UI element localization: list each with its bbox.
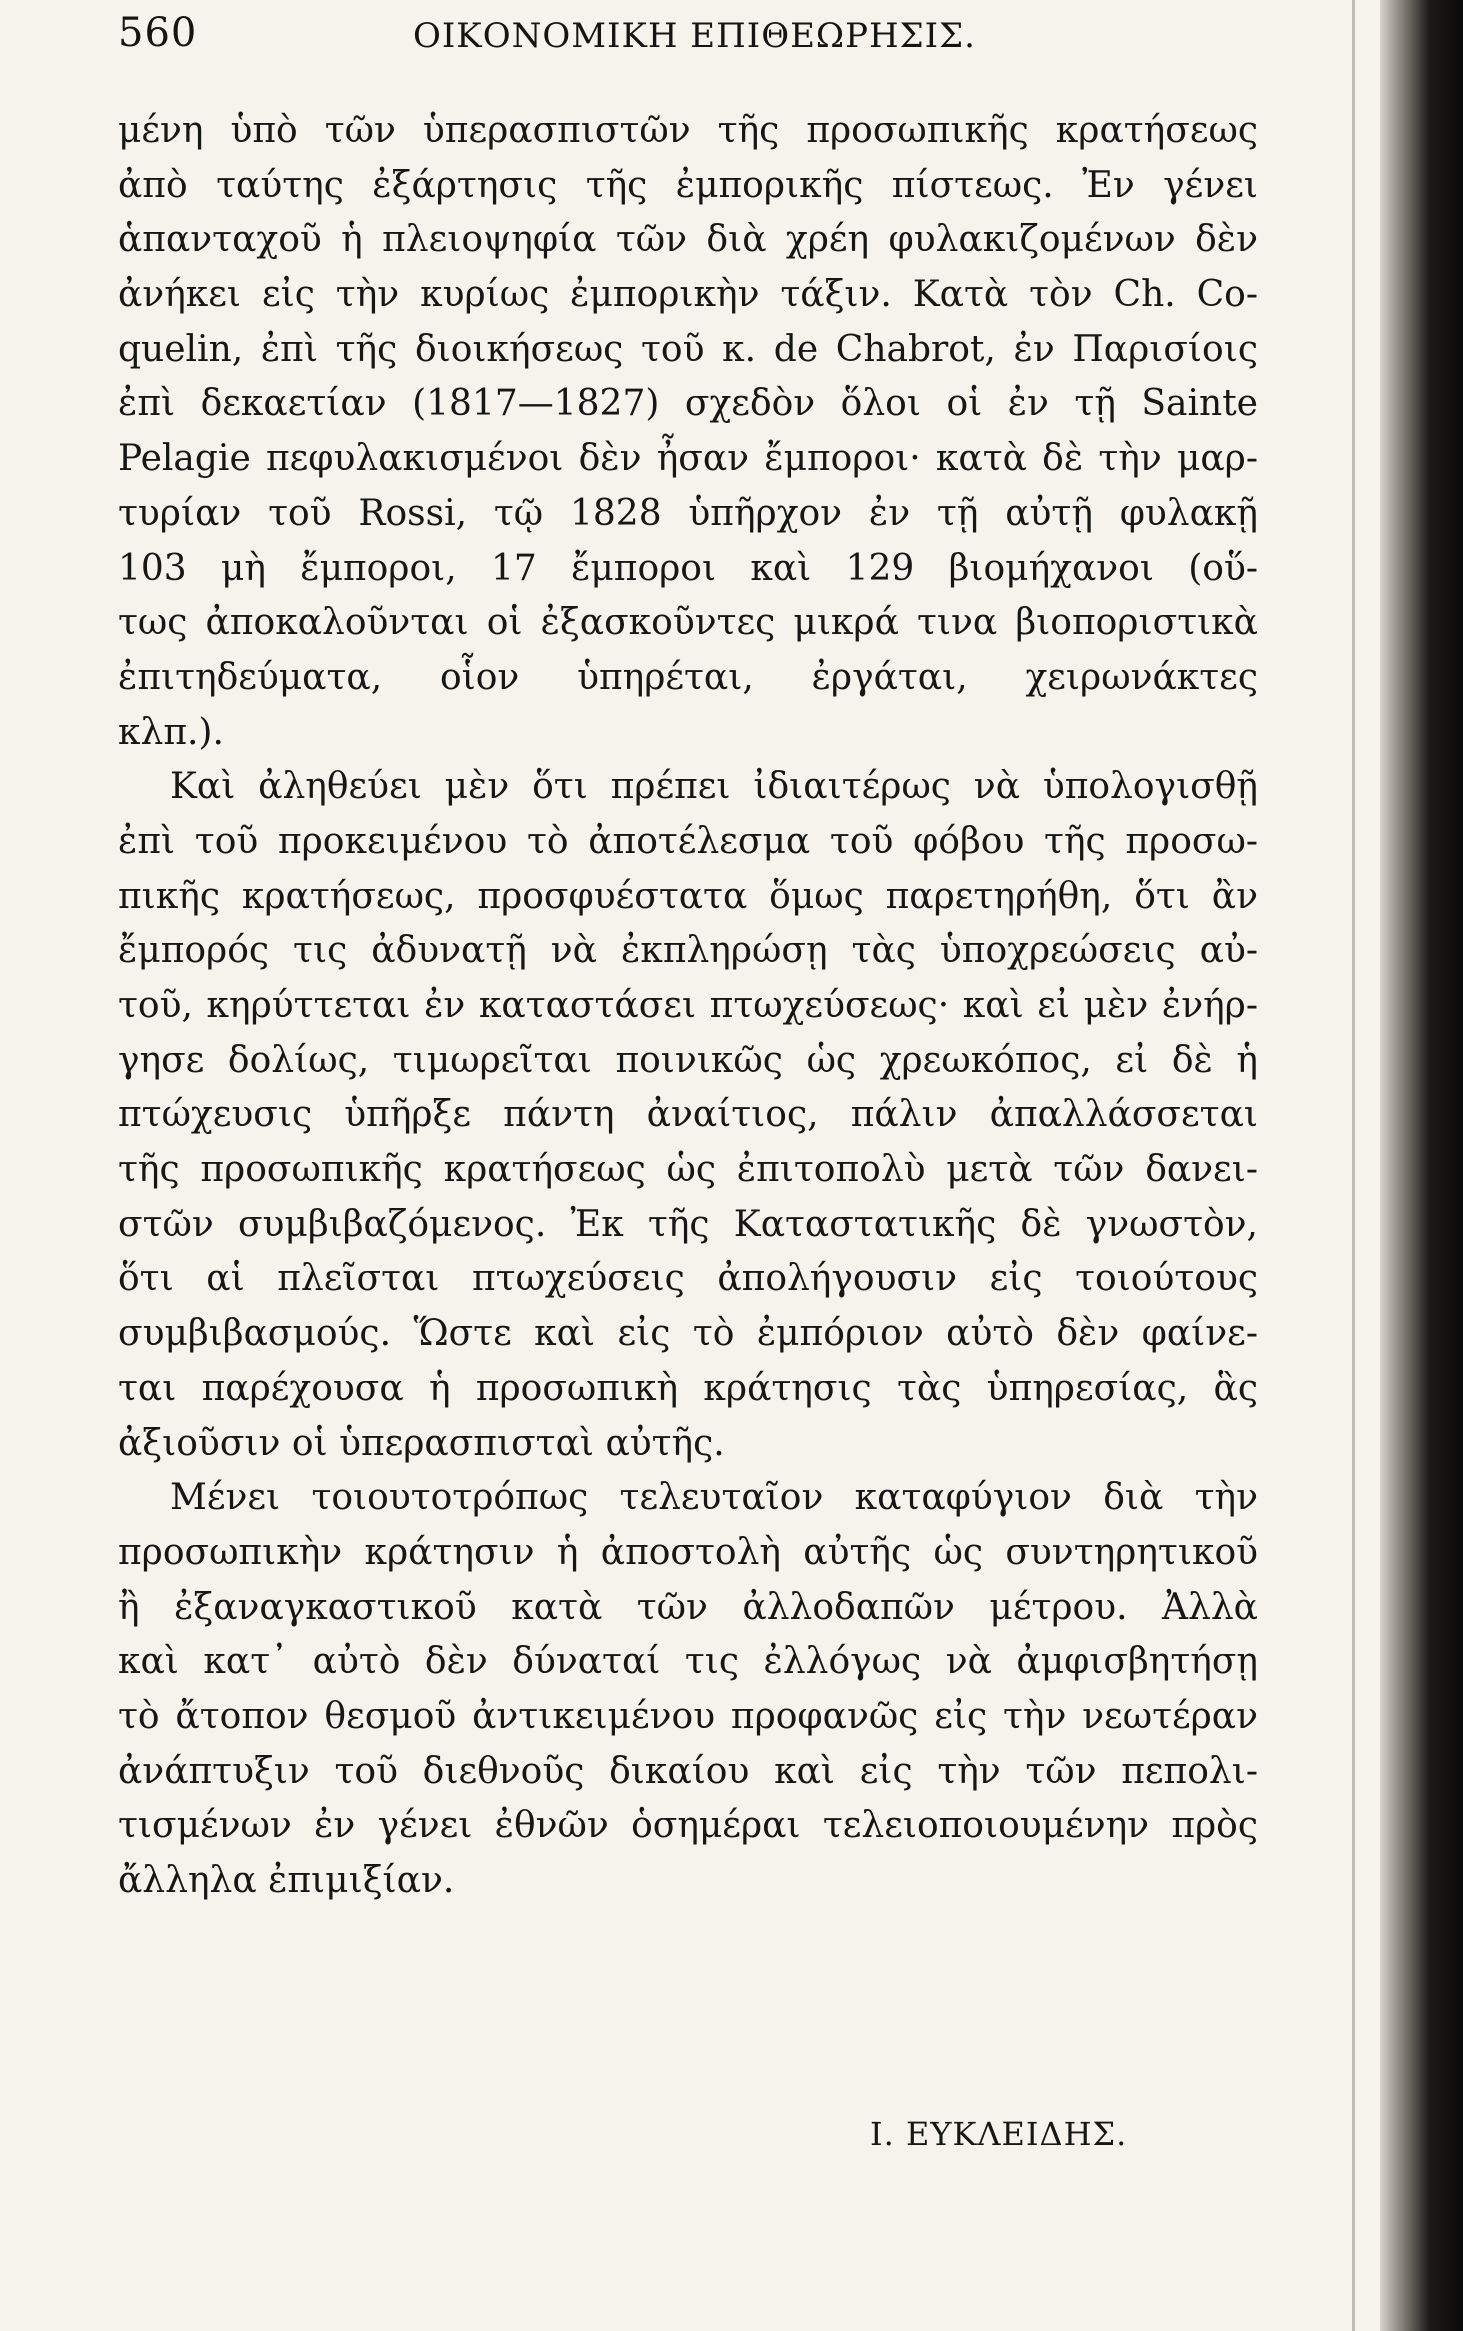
text-line: τως ἀποκαλοῦνται οἱ ἐξασκοῦντες μικρά τινα βιοποριστικὰ xyxy=(118,602,1258,644)
text-line: ὅτι αἱ πλεῖσται πτωχεύσεις ἀπολήγουσιν εἰς τοιούτους xyxy=(118,1258,1258,1300)
text-line: καὶ κατ᾽ αὐτὸ δὲν δύναταί τις ἐλλόγως νὰ ἀμφισβητήσῃ xyxy=(118,1641,1258,1683)
text-line: προσωπικὴν κράτησιν ἡ ἀποστολὴ αὐτῆς ὡς συντηρητικοῦ xyxy=(118,1531,1258,1573)
text-line: τοῦ, κηρύττεται ἐν καταστάσει πτωχεύσεως· καὶ εἰ μὲν ἐνήρ- xyxy=(118,985,1258,1026)
text-line: ἀνήκει εἰς τὴν κυρίως ἐμπορικὴν τάξιν. Κατὰ τὸν Ch. Co- xyxy=(118,274,1258,316)
text-line: συμβιβασμούς. Ὥστε καὶ εἰς τὸ ἐμπόριον αὐτὸ δὲν φαίνε- xyxy=(118,1313,1258,1355)
text-line: Καὶ ἀληθεύει μὲν ὅτι πρέπει ἰδιαιτέρως νὰ ὑπολογισθῇ xyxy=(170,766,1258,808)
text-line: κλπ.). xyxy=(118,711,224,753)
text-line: Μένει τοιουτοτρόπως τελευταῖον καταφύγιον διὰ τὴν xyxy=(170,1477,1258,1519)
text-line: τῆς προσωπικῆς κρατήσεως ὡς ἐπιτοπολὺ μετὰ τῶν δανει- xyxy=(118,1149,1258,1191)
text-line: ἐπὶ τοῦ προκειμένου τὸ ἀποτέλεσμα τοῦ φόβου τῆς προσω- xyxy=(118,820,1258,862)
page-header xyxy=(118,10,1258,70)
text-line: τὸ ἄτοπον θεσμοῦ ἀντικειμένου προφανῶς εἰς τὴν νεωτέραν xyxy=(118,1695,1258,1737)
text-line: Pelagie πεφυλακισμένοι δὲν ἦσαν ἔμποροι· κατὰ δὲ τὴν μαρ- xyxy=(118,438,1258,480)
text-line: πικῆς κρατήσεως, προσφυέστατα ὅμως παρετηρήθη, ὅτι ἂν xyxy=(118,875,1258,917)
text-line: quelin, ἐπὶ τῆς διοικήσεως τοῦ κ. de Chabrot, ἐν Παρισίοις xyxy=(118,328,1258,370)
author-signature: Ι. ΕΥΚΛΕΙΔΗΣ. xyxy=(870,2115,1128,2153)
gutter-shadow xyxy=(1352,0,1355,2331)
running-head: ΟΙΚΟΝΟΜΙΚΗ ΕΠΙΘΕΩΡΗΣΙΣ. xyxy=(413,16,976,56)
page-number: 560 xyxy=(118,10,198,56)
text-line: μένη ὑπὸ τῶν ὑπερασπιστῶν τῆς προσωπικῆς κρατήσεως xyxy=(118,110,1258,151)
text-line: στῶν συμβιβαζόμενος. Ἐκ τῆς Καταστατικῆς δὲ γνωστὸν, xyxy=(118,1203,1258,1245)
text-line: 103 μὴ ἔμποροι, 17 ἔμποροι καὶ 129 βιομήχανοι (οὕ- xyxy=(118,547,1258,589)
text-line: ἀπὸ ταύτης ἐξάρτησις τῆς ἐμπορικῆς πίστεως. Ἐν γένει xyxy=(118,164,1258,206)
text-line: τυρίαν τοῦ Rossi, τῷ 1828 ὑπῆρχον ἐν τῇ αὐτῇ φυλακῇ xyxy=(118,492,1258,534)
text-line: ἁπανταχοῦ ἡ πλειοψηφία τῶν διὰ χρέη φυλακιζομένων δὲν xyxy=(118,219,1258,261)
text-line: ται παρέχουσα ἡ προσωπικὴ κράτησις τὰς ὑπηρεσίας, ἃς xyxy=(118,1367,1258,1409)
text-line: ἀξιοῦσιν οἱ ὑπερασπισταὶ αὐτῆς. xyxy=(118,1422,725,1464)
text-line: ἄλληλα ἐπιμιξίαν. xyxy=(118,1860,455,1901)
text-line: πτώχευσις ὑπῆρξε πάντη ἀναίτιος, πάλιν ἀπαλλάσσεται xyxy=(118,1094,1258,1136)
article-text xyxy=(118,104,1258,1909)
text-line: ἀνάπτυξιν τοῦ διεθνοῦς δικαίου καὶ εἰς τὴν τῶν πεπολι- xyxy=(118,1750,1258,1792)
book-binding xyxy=(1380,0,1463,2331)
text-line: ἢ ἐξαναγκαστικοῦ κατὰ τῶν ἀλλοδαπῶν μέτρου. Ἀλλὰ xyxy=(118,1586,1258,1628)
text-line: τισμένων ἐν γένει ἐθνῶν ὁσημέραι τελειοποιουμένην πρὸς xyxy=(118,1805,1258,1847)
text-line: γησε δολίως, τιμωρεῖται ποινικῶς ὡς χρεωκόπος, εἰ δὲ ἡ xyxy=(118,1039,1258,1081)
text-line: ἐπὶ δεκαετίαν (1817—1827) σχεδὸν ὅλοι οἱ ἐν τῇ Sainte xyxy=(118,383,1258,425)
text-line: ἔμπορός τις ἀδυνατῇ νὰ ἐκπληρώσῃ τὰς ὑποχρεώσεις αὐ- xyxy=(118,930,1258,972)
text-line: ἐπιτηδεύματα, οἷον ὑπηρέται, ἐργάται, χειρωνάκτες xyxy=(118,656,1258,698)
